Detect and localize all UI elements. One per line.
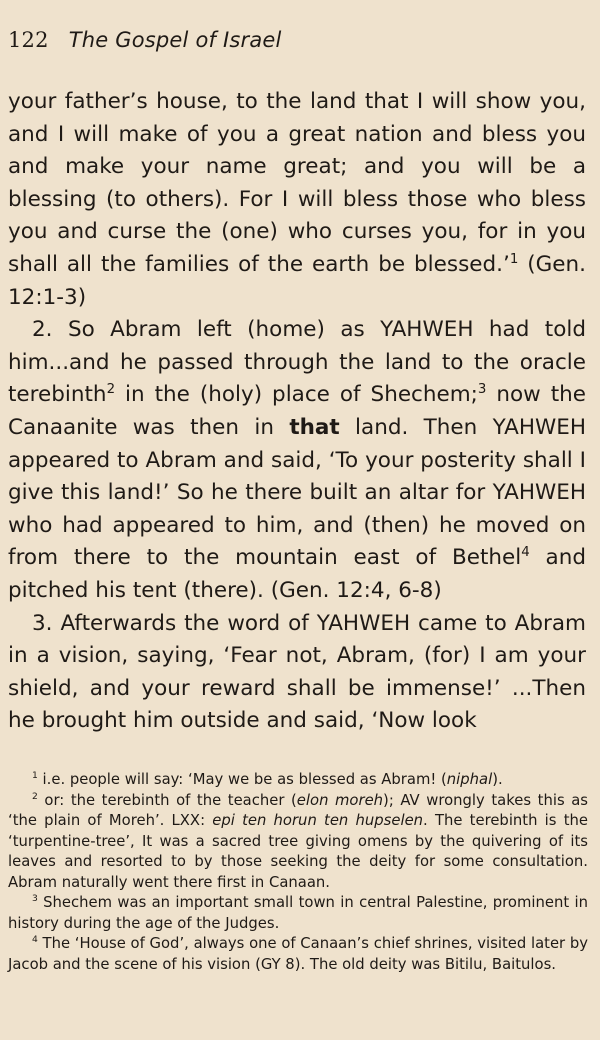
paragraph-3: 3. Afterwards the word of YAHWEH came to Abram in a vision, saying, ‘Fear not, Abram, (for) I am your shield, and your reward shall be immense!’ ...Then he brought him outside and said, ‘Now look — [8, 610, 586, 734]
footnote-2-text-c: . The terebinth is the ‘turpentine-tree’, It was a sacred tree giving omens by the quivering of its leaves and resorted to by those seeking the deity for some consultation. Abram naturally went there first in Canaan. — [8, 812, 588, 891]
footnote-2-italic-2: epi ten horun ten hupselen — [212, 812, 424, 829]
footnote-ref-2: 2 — [106, 382, 116, 398]
paragraph-2-d: land. Then YAHWEH appeared to Abram and said, ‘To your posterity shall I give this land!’ So he there built an altar for YAHWEH who had appeared to him, and (then) he moved on from there to the mountain east of Bethel — [8, 414, 586, 571]
footnote-3 — [8, 893, 588, 934]
paragraph-1-ref: (Gen. 12:1-3) — [8, 251, 586, 310]
footnote-2-italic-1: elon moreh — [296, 791, 384, 809]
paragraph-2-e: and pitched his tent (there). (Gen. 12:4, 6-8) — [8, 545, 586, 603]
running-title: The Gospel of Israel — [68, 28, 282, 52]
footnote-4-text: The ‘House of God’, always one of Canaan’s chief shrines, visited later by Jacob and the scene of his vision (GY 8). The old deity was Bitilu, Baitulos. — [8, 935, 588, 973]
footnote-2 — [8, 791, 588, 894]
footnote-ref-3: 3 — [477, 382, 487, 398]
footnote-3-text: Shechem was an important small town in central Palestine, prominent in history during the age of the Judges. — [8, 894, 588, 932]
footnote-ref-1: 1 — [509, 251, 519, 267]
paragraph-1-text: your father’s house, to the land that I will show you, and I will make of you a great nation and bless you and make your name great; and you will be a blessing (to others). For I will bless those who bless you and curse the (one) who curses you, for in you shall all the families of the earth be blessed.’ — [8, 89, 586, 277]
footnote-2-number: 2 — [32, 790, 38, 802]
footnote-1-text-b: ). — [492, 771, 503, 788]
footnote-1-italic: niphal — [446, 771, 493, 788]
footnote-2-text-b: ); AV wrongly takes this as ‘the plain of Moreh’. LXX: — [8, 791, 589, 829]
footnote-1-number: 1 — [32, 770, 38, 782]
footnote-1-text-a: i.e. people will say: ‘May we be as blessed as Abram! ( — [37, 771, 447, 788]
page-number: 122 — [8, 28, 49, 52]
main-text — [8, 86, 586, 738]
footnote-2-text-a: or: the terebinth of the teacher ( — [37, 791, 297, 809]
paragraph-1 — [8, 86, 586, 314]
footnote-3-number: 3 — [32, 893, 38, 905]
paragraph-2-b: in the (holy) place of Shechem; — [115, 382, 478, 408]
paragraph-2-a: 2. So Abram left (home) as YAHWEH had told him...and he passed through the land to the oracle terebinth — [8, 317, 586, 408]
footnotes — [8, 770, 588, 975]
footnote-4 — [8, 934, 588, 975]
footnote-ref-4: 4 — [521, 545, 530, 561]
paragraph-2 — [8, 314, 586, 607]
paragraph-2-c: now the Canaanite was then in — [8, 382, 586, 440]
running-header — [8, 28, 282, 52]
emphasis-that: that — [289, 414, 340, 440]
footnote-4-number: 4 — [32, 934, 38, 946]
footnote-1 — [8, 770, 588, 791]
